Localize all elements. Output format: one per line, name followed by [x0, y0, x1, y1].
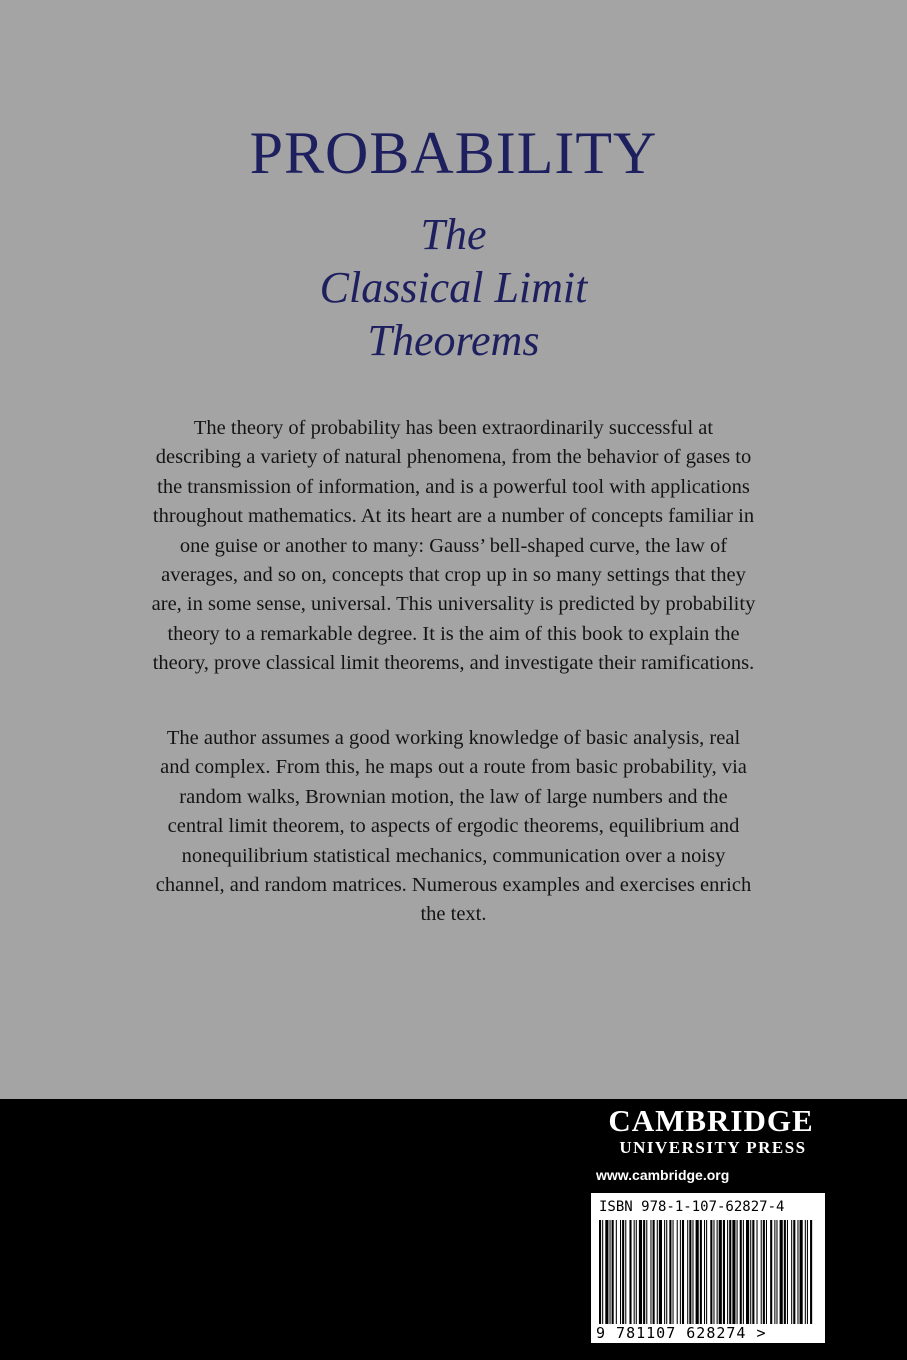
barcode-bar [750, 1220, 751, 1324]
barcode-bar [780, 1220, 783, 1324]
barcode-bar [704, 1220, 705, 1324]
book-subtitle-line-2: Classical Limit [319, 263, 588, 312]
barcode-bar [807, 1220, 808, 1324]
barcode-bar [612, 1220, 614, 1324]
barcode-bar [723, 1220, 725, 1324]
barcode-bar [706, 1220, 707, 1324]
barcode-bar [774, 1220, 775, 1324]
barcode-bar [643, 1220, 645, 1324]
publisher-logo [596, 1104, 826, 1158]
barcode-bar [763, 1220, 765, 1324]
barcode-bar [800, 1220, 803, 1324]
barcode-bar [610, 1220, 611, 1324]
barcode-bar [616, 1220, 617, 1324]
barcode-bar [620, 1220, 621, 1324]
blurb-paragraph-1: The theory of probability has been extraordinarily successful at describing a variety of natural phenomena, from the behavior of gases to the transmission of information, and is a powerful tool with applications throughout mathematics. At its heart are a number of concepts familiar in one guise or another to many: Gauss’ bell-shaped curve, the law of averages, and so on, concepts that crop up in so many settings that they are, in some sense, universal. This universality is predicted by probability theory to a remarkable degree. It is the aim of this book to explain the theory, prove classical limit theorems, and investigate their ramifications. [151, 417, 756, 675]
barcode-bar [729, 1220, 731, 1324]
barcode-bar [696, 1220, 699, 1324]
barcode-bar [629, 1220, 631, 1324]
barcode-bar [810, 1220, 812, 1324]
barcode-bar [719, 1220, 722, 1324]
book-subtitle-line-1: The [420, 210, 487, 259]
barcode-bar [732, 1220, 735, 1324]
barcode-bar [680, 1220, 681, 1324]
barcode-bar [639, 1220, 642, 1324]
barcode-bar [677, 1220, 678, 1324]
barcode-bar [602, 1220, 603, 1324]
barcode-bar [657, 1220, 658, 1324]
blurb-paragraph-2: The author assumes a good working knowledge of basic analysis, real and complex. From this, he maps out a route from basic probability, via random walks, Brownian motion, the law of large numbers and the central limit theorem, to aspects of ergodic theorems, equilibrium and nonequilibrium statistical mechanics, communication over a noisy channel, and random matrices. Numerous examples and exercises enrich the text. [155, 727, 752, 926]
publisher-url: www.cambridge.org [596, 1167, 730, 1183]
barcode-bar [757, 1220, 758, 1324]
barcode-bar [727, 1220, 728, 1324]
barcode-bar [793, 1220, 795, 1324]
publisher-name: CAMBRIDGE [608, 1103, 814, 1138]
barcode-bar [636, 1220, 637, 1324]
barcode-bar [784, 1220, 786, 1324]
barcode-bar [659, 1220, 662, 1324]
barcode-bar [776, 1220, 777, 1324]
barcode-bar [634, 1220, 635, 1324]
barcode-bar [752, 1220, 754, 1324]
barcode-bar [766, 1220, 767, 1324]
barcode-bar [625, 1220, 626, 1324]
barcode-bar [599, 1220, 601, 1324]
barcode-bar [737, 1220, 738, 1324]
barcode-bar [740, 1220, 742, 1324]
isbn-label: ISBN 978-1-107-62827-4 [599, 1199, 785, 1215]
title-block [0, 118, 907, 367]
barcode-bar [787, 1220, 788, 1324]
barcode-bar [791, 1220, 792, 1324]
barcode-bar [761, 1220, 762, 1324]
barcode-bar [743, 1220, 744, 1324]
barcode-bar [692, 1220, 693, 1324]
barcode-box [591, 1193, 825, 1343]
barcode-bar [664, 1220, 665, 1324]
barcode-bar [770, 1220, 772, 1324]
barcode-bar [710, 1220, 712, 1324]
barcode-bar [669, 1220, 671, 1324]
barcode-bar [687, 1220, 688, 1324]
barcode-bar [713, 1220, 714, 1324]
barcode-bar [673, 1220, 674, 1324]
barcode-bar [700, 1220, 702, 1324]
barcode-bar [797, 1220, 798, 1324]
barcode-bar [653, 1220, 655, 1324]
barcode-bar [646, 1220, 647, 1324]
barcode-bar [689, 1220, 691, 1324]
barcode-bar [746, 1220, 749, 1324]
publisher-subname: UNIVERSITY PRESS [619, 1138, 807, 1157]
barcode-bar [666, 1220, 667, 1324]
barcode-bar [805, 1220, 806, 1324]
barcode-bar [717, 1220, 718, 1324]
ean-digits: 9 781107 628274 > [596, 1324, 767, 1342]
book-title: PROBABILITY [249, 120, 658, 186]
book-subtitle-line-3: Theorems [367, 316, 540, 365]
barcode-bar [605, 1220, 608, 1324]
barcode-bar [622, 1220, 624, 1324]
barcode-bar [682, 1220, 684, 1324]
barcode-bars [597, 1220, 819, 1324]
barcode-bar [650, 1220, 651, 1324]
